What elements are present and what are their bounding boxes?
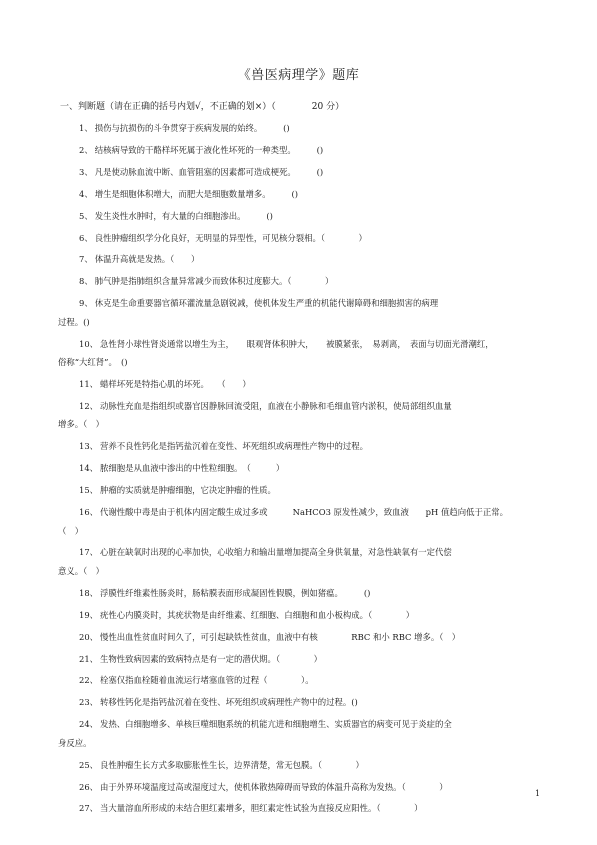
question-continuation: 俗称“大红肾”。 () bbox=[58, 357, 128, 368]
question-item bbox=[79, 674, 563, 686]
question-text: 休克是生命重要器官循环灌流量急剧锐减，使机体发生严重的机能代谢障碍和细胞损害的病理 bbox=[94, 298, 439, 309]
section-heading bbox=[60, 99, 344, 112]
question-text: 慢性出血性贫血时间久了，可引起缺铁性贫血，血液中有核 RBC 和小 RBC 增多。（ ） bbox=[100, 631, 461, 642]
question-item bbox=[79, 781, 563, 793]
question-number: 19、 bbox=[79, 609, 99, 620]
question-number: 16、 bbox=[79, 507, 99, 517]
question-item bbox=[79, 759, 563, 771]
question-item bbox=[79, 144, 563, 156]
question-item bbox=[79, 462, 563, 474]
question-item bbox=[79, 378, 563, 390]
question-text: 生物性致病因素的致病特点是有一定的潜伏期。（ ） bbox=[100, 653, 322, 664]
question-number: 14、 bbox=[79, 463, 99, 474]
question-item bbox=[79, 718, 563, 730]
question-number: 20、 bbox=[79, 631, 99, 642]
question-item bbox=[79, 275, 563, 287]
question-text: 良性肿瘤生长方式多取膨胀性生长，边界清楚，常无包膜。（ ） bbox=[100, 759, 364, 770]
question-item bbox=[79, 122, 563, 134]
question-item bbox=[79, 506, 563, 518]
question-text: 心脏在缺氧时出现的心率加快，心收缩力和输出量增加提高全身供氧量，对急性缺氧有一定代偿 bbox=[100, 547, 452, 558]
question-continuation: （ ） bbox=[58, 525, 84, 536]
page-number: 1 bbox=[535, 789, 541, 798]
question-text: 增生是细胞体积增大，而肥大是细胞数量增多。 () bbox=[94, 188, 299, 199]
question-number: 17、 bbox=[79, 547, 99, 558]
question-number: 23、 bbox=[79, 697, 99, 708]
question-text: 肺气肿是指肺组织含量异常减少而致体积过度膨大。（ ） bbox=[94, 276, 334, 287]
question-number: 1、 bbox=[79, 123, 93, 133]
question-item bbox=[79, 297, 563, 309]
question-text: 蜡样坏死是特指心肌的坏死。 （ ） bbox=[100, 379, 251, 389]
question-continuation: 增多。（ ） bbox=[58, 419, 105, 430]
question-item bbox=[79, 210, 563, 222]
question-item bbox=[79, 802, 563, 814]
question-item bbox=[79, 338, 563, 350]
question-text: 发生炎性水肿时，有大量的白细胞渗出。 () bbox=[94, 210, 273, 221]
question-number: 9、 bbox=[79, 298, 93, 309]
question-text: 凡是使动脉血流中断、血管阻塞的因素都可造成梗死。 () bbox=[94, 166, 324, 177]
question-number: 11、 bbox=[79, 379, 99, 389]
question-item bbox=[79, 546, 563, 558]
question-number: 25、 bbox=[79, 759, 99, 770]
question-item bbox=[79, 440, 563, 452]
question-number: 3、 bbox=[79, 166, 93, 177]
question-text: 栓塞仅指血栓随着血流运行堵塞血管的过程（ ）。 bbox=[100, 675, 314, 686]
question-text: 肿瘤的实质就是肿瘤细胞，它决定肿瘤的性质。 bbox=[100, 485, 276, 496]
question-text: 代谢性酸中毒是由于机体内固定酸生成过多或 NaHCO3 原发性减少，致血液 pH 值趋向低于正常。 bbox=[100, 507, 509, 517]
question-text: 脓细胞是从血液中渗出的中性粒细胞。 （ ） bbox=[100, 463, 285, 474]
section-score: 20 分） bbox=[311, 102, 345, 112]
section-heading-text: 一、判断题（请在正确的括号内划√，不正确的划×）（ bbox=[60, 102, 276, 112]
question-number: 2、 bbox=[79, 144, 93, 155]
question-item bbox=[79, 400, 563, 412]
question-number: 21、 bbox=[79, 653, 99, 664]
page-title: 《兽医病理学》题库 bbox=[237, 68, 360, 83]
question-number: 13、 bbox=[79, 441, 99, 452]
question-item bbox=[79, 696, 563, 708]
question-item bbox=[79, 253, 563, 265]
question-text: 疣性心内膜炎时，其疣状物是由纤维素、红细胞、白细胞和血小板构成。（ ） bbox=[100, 609, 415, 620]
question-number: 15、 bbox=[79, 485, 99, 496]
question-text: 结核病导致的干酪样坏死属于液化性坏死的一种类型。 () bbox=[94, 144, 324, 155]
question-number: 5、 bbox=[79, 210, 93, 221]
question-continuation: 过程。() bbox=[58, 316, 90, 327]
question-number: 26、 bbox=[79, 781, 99, 792]
question-number: 24、 bbox=[79, 719, 99, 730]
question-item bbox=[79, 188, 563, 200]
question-text: 由于外界环境温度过高或湿度过大，使机体散热障碍而导致的体温升高称为发热。（ ） bbox=[100, 781, 448, 792]
question-number: 4、 bbox=[79, 188, 93, 199]
question-number: 12、 bbox=[79, 400, 99, 411]
question-item bbox=[79, 609, 563, 621]
question-text: 营养不良性钙化是指钙盐沉着在变性、坏死组织或病理性产物中的过程。 bbox=[100, 441, 369, 452]
question-item bbox=[79, 484, 563, 496]
question-item bbox=[79, 653, 563, 665]
question-number: 10、 bbox=[79, 338, 99, 349]
question-continuation: 身反应。 bbox=[58, 737, 92, 748]
question-number: 22、 bbox=[79, 675, 99, 686]
question-item bbox=[79, 166, 563, 178]
question-number: 27、 bbox=[79, 803, 99, 814]
question-text: 动脉性充血是指组织或器官因静脉回流受阻，血液在小静脉和毛细血管内淤积，使局部组织血量 bbox=[100, 400, 452, 411]
question-number: 7、 bbox=[79, 254, 93, 265]
question-item bbox=[79, 631, 563, 643]
question-text: 体温升高就是发热。（ ） bbox=[94, 254, 200, 265]
question-text: 急性肾小球性肾炎通常以增生为主， 眼观肾体积肿大， 被膜紧张， 易剥离， 表面与切面光滑潮红， bbox=[100, 338, 494, 349]
question-text: 发热、白细胞增多、单核巨噬细胞系统的机能亢进和细胞增生、实质器官的病变可见于炎症的全 bbox=[100, 719, 452, 730]
question-item bbox=[79, 232, 563, 244]
question-text: 良性肿瘤组织学分化良好，无明显的异型性，可见核分裂相。（ ） bbox=[94, 232, 367, 243]
question-number: 6、 bbox=[79, 232, 93, 243]
question-number: 18、 bbox=[79, 587, 99, 598]
question-text: 损伤与抗损伤的斗争贯穿于疾病发展的始终。 () bbox=[94, 123, 290, 133]
question-number: 8、 bbox=[79, 276, 93, 287]
question-text: 转移性钙化是指钙盐沉着在变性、坏死组织或病理性产物中的过程。() bbox=[100, 697, 358, 708]
question-text: 浮膜性纤维素性肠炎时，肠粘膜表面形成凝固性假膜，例如猪瘟。 () bbox=[100, 587, 371, 598]
question-text: 当大量溶血所形成的未结合胆红素增多，胆红素定性试验为直接反应阳性。（ ） bbox=[100, 803, 423, 814]
question-continuation: 意义。（ ） bbox=[58, 565, 105, 576]
question-item bbox=[79, 587, 563, 599]
